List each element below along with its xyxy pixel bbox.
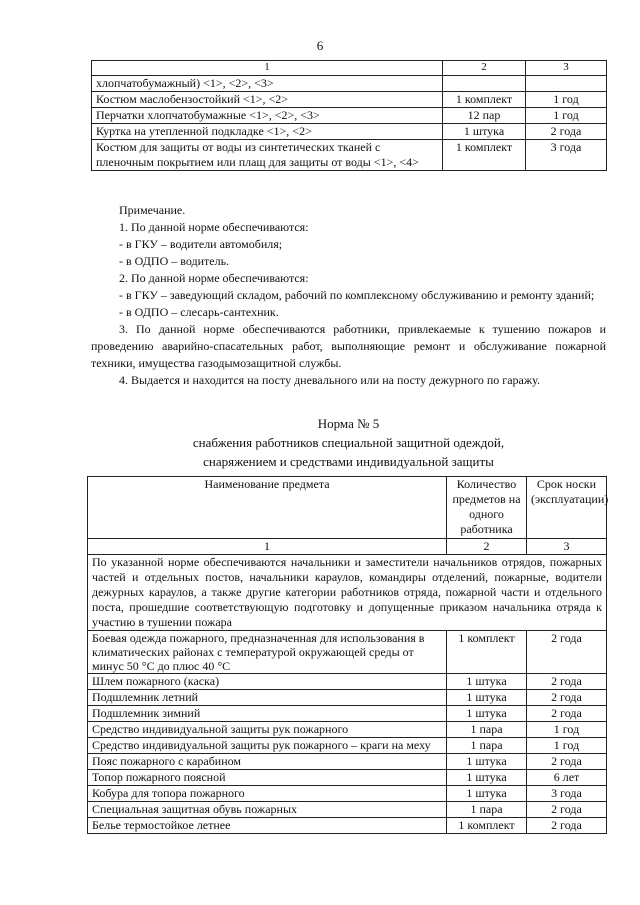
table-row: [88, 786, 607, 802]
item-term: 1 год: [526, 92, 607, 108]
item-term: 2 года: [526, 124, 607, 140]
table-row: [92, 108, 607, 124]
header-term: Срок носки (эксплуатации): [527, 477, 607, 539]
col-number-2: 2: [443, 61, 526, 76]
item-qty: [443, 76, 526, 92]
table-row: [88, 631, 607, 674]
table-row: [88, 690, 607, 706]
item-qty: 1 пара: [447, 738, 527, 754]
table-row: [92, 92, 607, 108]
norm5-subtitle-1: снабжения работников специальной защитной одеждой,: [192, 435, 505, 450]
norm5-heading: [91, 414, 606, 471]
item-qty: 1 штука: [443, 124, 526, 140]
item-term: 2 года: [527, 631, 607, 674]
item-term: 2 года: [527, 818, 607, 834]
page-number: 6: [316, 38, 324, 53]
item-term: 3 года: [527, 786, 607, 802]
item-name: Шлем пожарного (каска): [88, 674, 447, 690]
item-name: Подшлемник летний: [88, 690, 447, 706]
item-name: Специальная защитная обувь пожарных: [88, 802, 447, 818]
item-term: 2 года: [527, 706, 607, 722]
table-row: [88, 818, 607, 834]
item-qty: 1 комплект: [443, 92, 526, 108]
item-name: Костюм для защиты от воды из синтетических тканей с пленочным покрытием или плащ для защиты от воды <1>, <4>: [92, 140, 443, 171]
header-name: Наименование предмета: [88, 477, 447, 539]
item-qty: 1 штука: [447, 706, 527, 722]
item-term: 1 год: [526, 108, 607, 124]
notes-block: [91, 202, 606, 389]
note-line: 1. По данной норме обеспечиваются:: [119, 220, 309, 234]
note-line: 2. По данной норме обеспечиваются:: [119, 271, 309, 285]
note-line: - в ГКУ – водители автомобиля;: [119, 237, 283, 251]
item-qty: 1 пара: [447, 722, 527, 738]
note-line: - в ОДПО – водитель.: [119, 254, 230, 268]
item-name: Топор пожарного поясной: [88, 770, 447, 786]
item-term: 2 года: [527, 802, 607, 818]
item-term: 1 год: [527, 722, 607, 738]
item-name: Средство индивидуальной защиты рук пожарного – краги на меху: [88, 738, 447, 754]
item-qty: 1 комплект: [447, 818, 527, 834]
item-name: Костюм маслобензостойкий <1>, <2>: [92, 92, 443, 108]
notes-title: Примечание.: [119, 203, 186, 217]
col-number-1: 1: [88, 539, 447, 555]
table-row: [88, 674, 607, 690]
table-row: [88, 770, 607, 786]
item-term: 2 года: [527, 690, 607, 706]
note-line: - в ОДПО – слесарь-сантехник.: [119, 305, 279, 319]
item-name: Пояс пожарного с карабином: [88, 754, 447, 770]
item-term: 2 года: [527, 754, 607, 770]
note-line: - в ГКУ – заведующий складом, рабочий по комплексному обслуживанию и ремонту зданий;: [119, 288, 595, 302]
col-number-1: 1: [92, 61, 443, 76]
item-name: Белье термостойкое летнее: [88, 818, 447, 834]
table-row: [88, 802, 607, 818]
table-row: [88, 738, 607, 754]
table-row: [92, 124, 607, 140]
norm5-subtitle-2: снаряжением и средствами индивидуальной защиты: [203, 454, 494, 469]
norm5-table: [87, 476, 607, 834]
item-qty: 12 пар: [443, 108, 526, 124]
table-row: [92, 140, 607, 171]
item-name: Куртка на утепленной подкладке <1>, <2>: [92, 124, 443, 140]
item-name: Кобура для топора пожарного: [88, 786, 447, 802]
item-qty: 1 штука: [447, 754, 527, 770]
item-qty: 1 штука: [447, 690, 527, 706]
item-term: 3 года: [526, 140, 607, 171]
item-name: Боевая одежда пожарного, предназначенная для использования в климатических районах с температурой окружающей среды от минус 50 °С до плюс 40 °С: [88, 631, 447, 674]
norm-scope: По указанной норме обеспечиваются начальники и заместители начальников отрядов, пожарных частей и отдельных постов, начальники караулов, командиры отделений, пожарные, водители дежурных караулов, а также другие категории работников отряда, пожарной части и отдельного поста, прошедшие соответствующую подготовку и допущенные приказом начальника отряда к участию в тушении пожара: [88, 555, 607, 631]
item-term: 1 год: [527, 738, 607, 754]
table-row: [88, 706, 607, 722]
item-name: Средство индивидуальной защиты рук пожарного: [88, 722, 447, 738]
item-name: хлопчатобумажный) <1>, <2>, <3>: [92, 76, 443, 92]
col-number-2: 2: [447, 539, 527, 555]
item-qty: 1 штука: [447, 786, 527, 802]
norm4-continuation-table: [91, 60, 607, 171]
item-qty: 1 пара: [447, 802, 527, 818]
item-name: Подшлемник зимний: [88, 706, 447, 722]
item-qty: 1 комплект: [443, 140, 526, 171]
header-qty: Количество предметов на одного работника: [447, 477, 527, 539]
item-name: Перчатки хлопчатобумажные <1>, <2>, <3>: [92, 108, 443, 124]
item-term: [526, 76, 607, 92]
item-qty: 1 комплект: [447, 631, 527, 674]
table-row: [92, 76, 607, 92]
col-number-3: 3: [526, 61, 607, 76]
item-term: 2 года: [527, 674, 607, 690]
item-qty: 1 штука: [447, 674, 527, 690]
note-line: 4. Выдается и находится на посту дневального или на посту дежурного по гаражу.: [119, 373, 540, 387]
table-row: [88, 722, 607, 738]
item-qty: 1 штука: [447, 770, 527, 786]
table-row: [88, 754, 607, 770]
item-term: 6 лет: [527, 770, 607, 786]
note-line: 3. По данной норме обеспечиваются работники, привлекаемые к тушению пожаров и проведению аварийно-спасательных работ, выполняющие ремонт и обслуживание пожарной техники, имущества газодымозащитной службы.: [91, 322, 606, 370]
col-number-3: 3: [527, 539, 607, 555]
norm5-title: Норма № 5: [317, 416, 380, 431]
